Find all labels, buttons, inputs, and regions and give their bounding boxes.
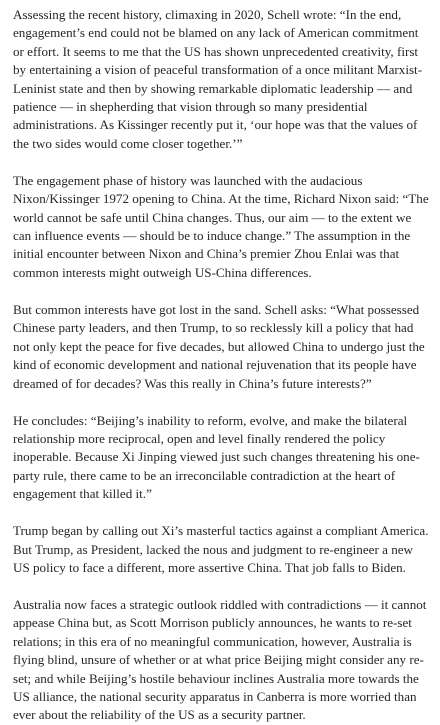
paragraph-engagement-phase: The engagement phase of history was launched with the audacious Nixon/Kissinger 1972 opening to China. At the time, Richard Nixon said: “The world cannot be safe until China changes. Thus, our aim — to the extent we can influence events — should be to induce change.” The assumption in the initial encounter between Nixon and China’s premier Zhou Enlai was that common interests might outweigh US-China differences. <box>13 172 429 280</box>
article-body <box>13 6 431 725</box>
paragraph-common-interests: But common interests have got lost in the sand. Schell asks: “What possessed Chinese party leaders, and then Trump, to so recklessly kill a policy that had not only kept the peace for five decades, but allowed China to undergo just the kind of economic development and national rejuvenation that its people have dreamed of for decades? Was this really in China’s future interests?” <box>13 301 425 391</box>
paragraph-schell-assessment: Assessing the recent history, climaxing in 2020, Schell wrote: “In the end, engagement’s end could not be blamed on any lack of American commitment or effort. It seems to me that the US has shown unprecedented creativity, first by entertaining a vision of peaceful transformation of a once militant Marxist-Leninist state and then by showing remarkable diplomatic leadership — and patience — in shepherding that vision through so many presidential administrations. As Kissinger recently put it, ‘our hope was that the values of the two sides would come closer together.’” <box>13 7 423 151</box>
paragraph-australia-outlook: Australia now faces a strategic outlook riddled with contradictions — it cannot appease China but, as Scott Morrison publicly announces, he wants to re-set relations; in this era of no meaningful communication, however, Australia is flying blind, unsure of whether or at what price Beijing might consider any re-set; and while Beijing’s hostile behaviour inclines Australia more towards the US alliance, the national security apparatus in Canberra is more worried than ever about the reliability of the US as a security partner. <box>13 596 427 723</box>
paragraph-trump-xi: Trump began by calling out Xi’s masterful tactics against a compliant America. But Trump, as President, lacked the nous and judgment to re-engineer a new US policy to face a different, more assertive China. That job falls to Biden. <box>13 523 429 575</box>
paragraph-schell-conclusion: He concludes: “Beijing’s inability to reform, evolve, and make the bilateral relationship more reciprocal, open and level finally rendered the policy inoperable. Because Xi Jinping viewed just such changes threatening his one-party rule, there came to be an irreconcilable contradiction at the heart of engagement that killed it.” <box>13 412 420 502</box>
